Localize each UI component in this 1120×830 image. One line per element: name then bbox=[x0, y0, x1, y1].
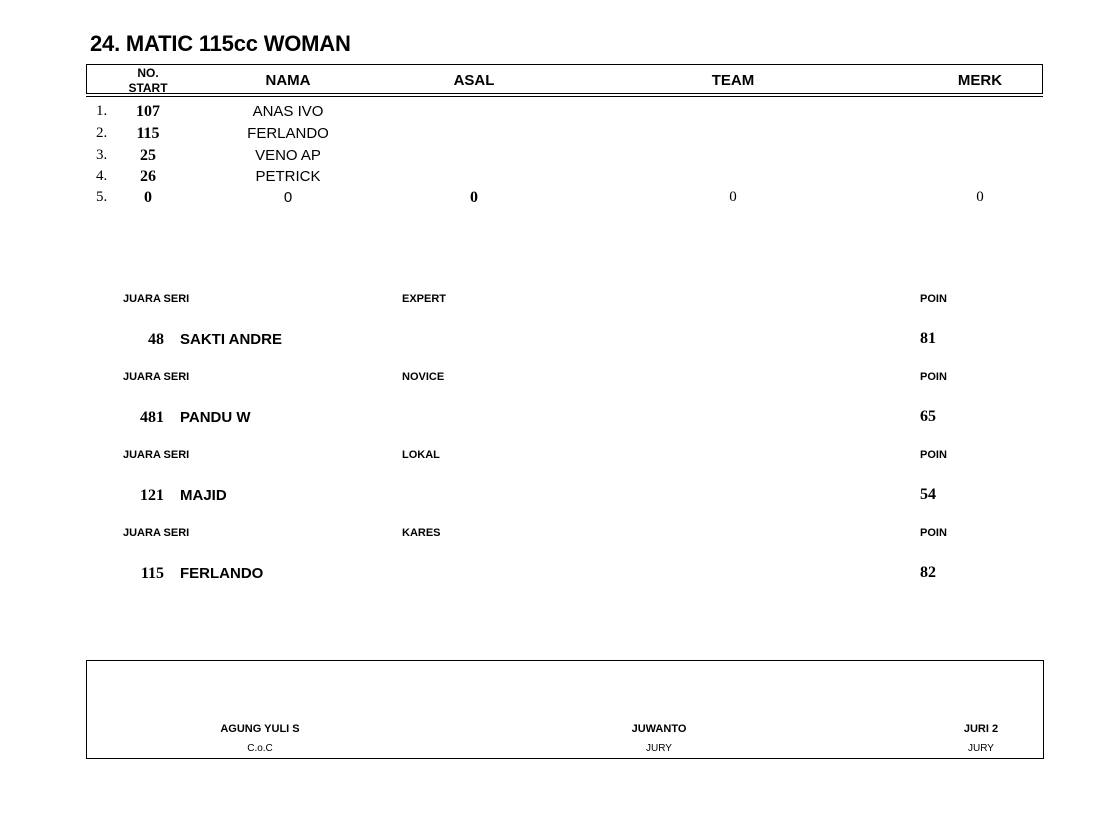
champion-class: LOKAL bbox=[402, 449, 440, 461]
row-start-number: 115 bbox=[136, 125, 160, 142]
page-title: 24. MATIC 115cc WOMAN bbox=[90, 31, 351, 56]
champion-poin: 54 bbox=[920, 486, 936, 503]
row-nama: 0 bbox=[283, 189, 293, 206]
champion-label: JUARA SERI bbox=[123, 293, 190, 305]
champion-name: SAKTI ANDRE bbox=[180, 331, 282, 348]
row-asal: 0 bbox=[470, 189, 478, 206]
champion-poin-label: POIN bbox=[920, 527, 947, 539]
champion-poin: 65 bbox=[920, 408, 936, 425]
champion-name: PANDU W bbox=[180, 409, 251, 426]
col-header-asal: ASAL bbox=[453, 72, 495, 89]
champion-name: MAJID bbox=[180, 487, 227, 504]
row-nama: VENO AP bbox=[255, 147, 321, 164]
row-nama: FERLANDO bbox=[247, 125, 329, 142]
signature-name-jury-2: JURI 2 bbox=[963, 723, 999, 735]
champion-start-number: 481 bbox=[140, 409, 164, 426]
table-row bbox=[0, 168, 1120, 189]
row-start-number: 25 bbox=[140, 147, 156, 164]
col-header-no-start bbox=[118, 66, 178, 96]
row-start-number: 0 bbox=[144, 189, 152, 206]
champion-label: JUARA SERI bbox=[123, 371, 190, 383]
champion-class: NOVICE bbox=[402, 371, 445, 383]
row-team: 0 bbox=[729, 189, 737, 205]
row-nama: ANAS IVO bbox=[252, 103, 324, 120]
table-row bbox=[0, 103, 1120, 124]
header-divider bbox=[86, 96, 1043, 97]
champion-poin-label: POIN bbox=[920, 371, 947, 383]
col-header-nama: NAMA bbox=[265, 72, 311, 89]
champion-label: JUARA SERI bbox=[123, 527, 190, 539]
champion-poin-label: POIN bbox=[920, 293, 947, 305]
row-merk: 0 bbox=[976, 189, 984, 205]
champion-poin: 82 bbox=[920, 564, 936, 581]
col-header-team: TEAM bbox=[711, 72, 755, 89]
signature-role-coc: C.o.C bbox=[247, 743, 273, 754]
champion-poin: 81 bbox=[920, 330, 936, 347]
champion-class: EXPERT bbox=[402, 293, 447, 305]
col-header-merk: MERK bbox=[957, 72, 1003, 89]
row-rank: 1. bbox=[96, 103, 108, 119]
row-start-number: 26 bbox=[140, 168, 156, 185]
row-rank: 5. bbox=[96, 189, 108, 205]
signature-name-jury: JUWANTO bbox=[631, 723, 687, 735]
col-header-no-line2: START bbox=[128, 81, 168, 95]
header-divider bbox=[86, 93, 1043, 94]
champion-label: JUARA SERI bbox=[123, 449, 190, 461]
champion-start-number: 48 bbox=[148, 331, 164, 348]
champion-poin-label: POIN bbox=[920, 449, 947, 461]
champion-name: FERLANDO bbox=[180, 565, 264, 582]
col-header-no-line1: NO. bbox=[137, 66, 159, 80]
row-nama: PETRICK bbox=[255, 168, 321, 185]
champion-start-number: 121 bbox=[140, 487, 164, 504]
row-start-number: 107 bbox=[136, 103, 160, 120]
champion-class: KARES bbox=[402, 527, 441, 539]
table-row bbox=[0, 189, 1120, 210]
signature-role-jury-2: JURY bbox=[968, 743, 994, 754]
signature-role-jury: JURY bbox=[646, 743, 672, 754]
table-row bbox=[0, 125, 1120, 146]
row-rank: 4. bbox=[96, 168, 108, 184]
row-rank: 3. bbox=[96, 147, 108, 163]
row-rank: 2. bbox=[96, 125, 108, 141]
champion-start-number: 115 bbox=[140, 565, 164, 582]
table-row bbox=[0, 147, 1120, 168]
signature-name-coc: AGUNG YULI S bbox=[220, 723, 300, 735]
